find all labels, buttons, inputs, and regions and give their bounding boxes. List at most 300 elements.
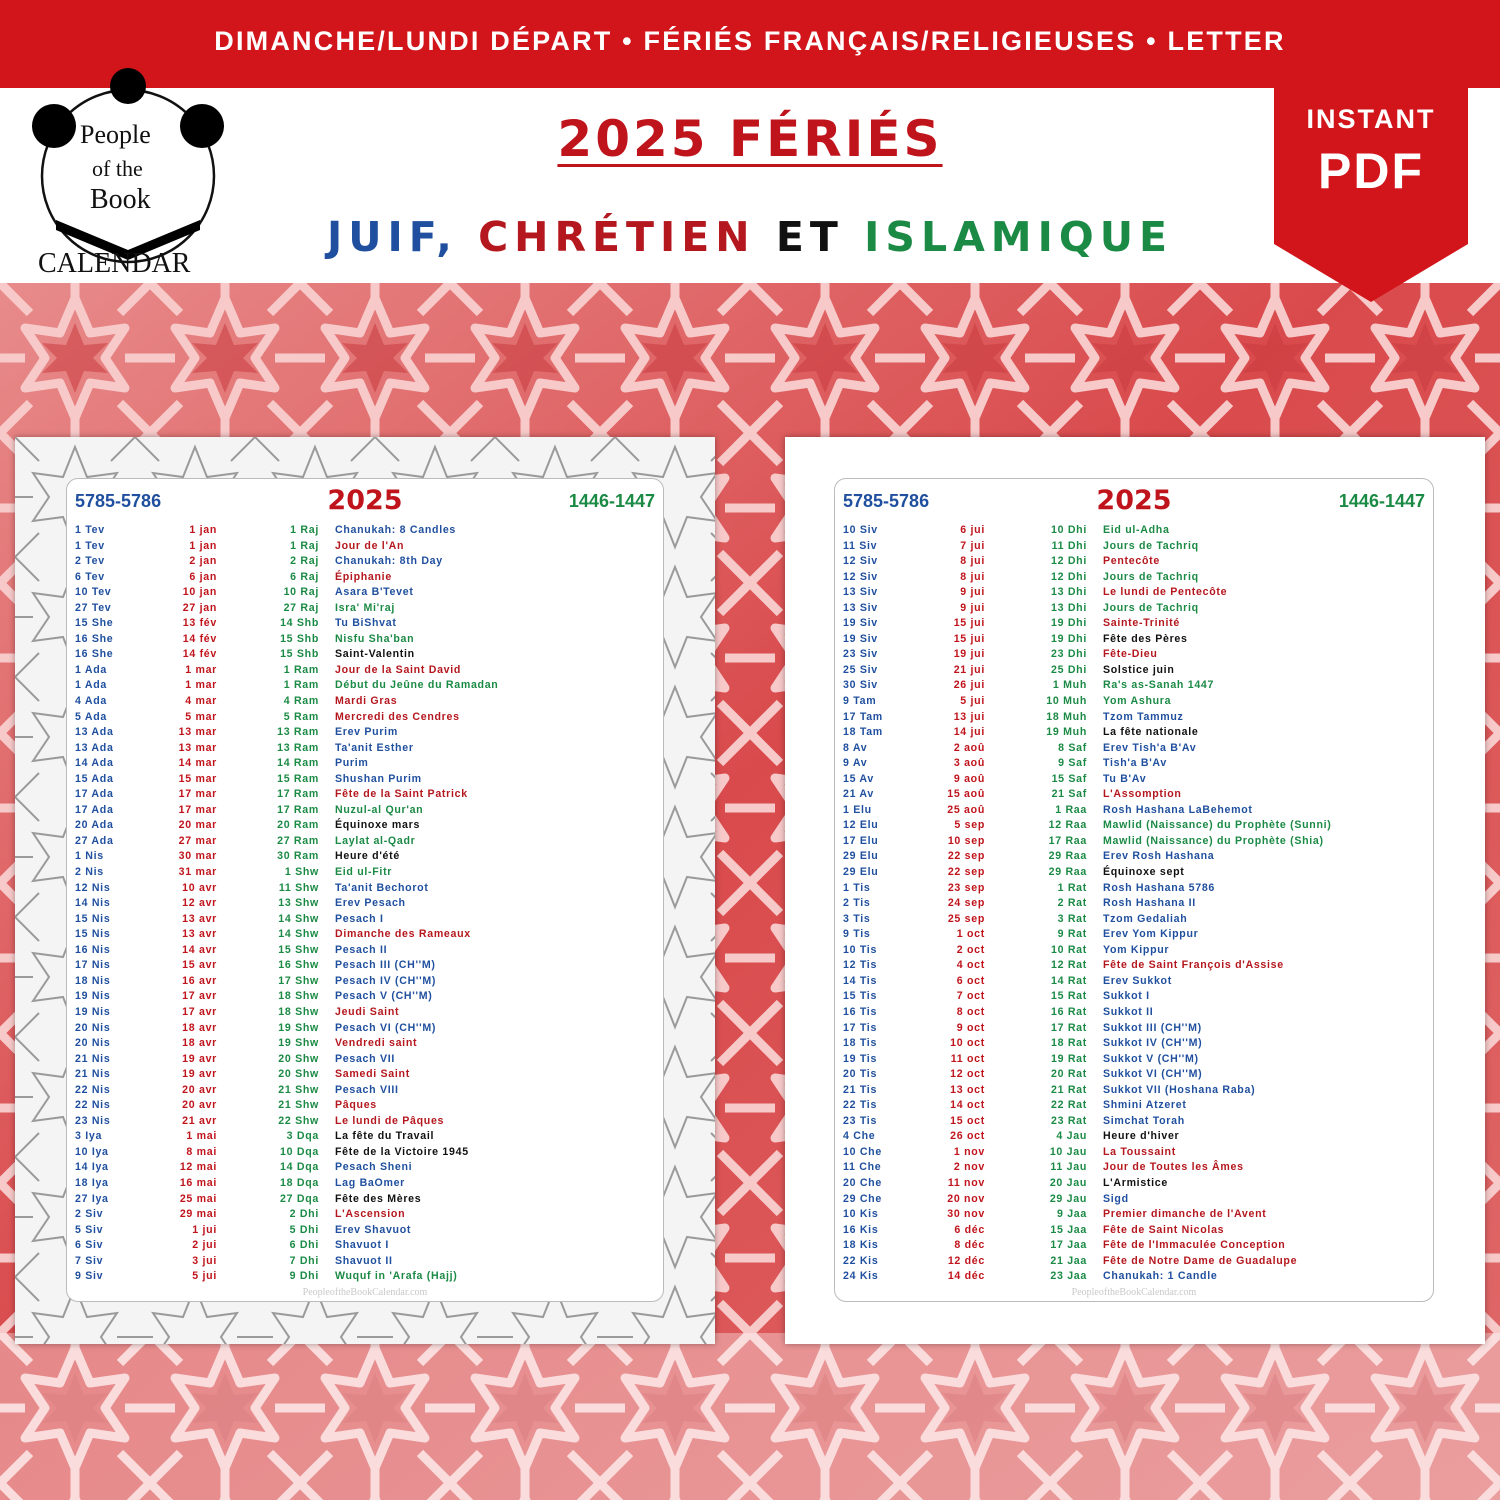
holiday-row <box>835 958 1433 974</box>
hebrew-date: 12 Tis <box>843 959 878 972</box>
islamic-date: 10 Dqa <box>280 1145 319 1158</box>
hebrew-years: 5785-5786 <box>843 491 930 511</box>
islamic-date: 6 Raj <box>290 570 319 583</box>
gregorian-date: 19 avr <box>182 1052 217 1065</box>
gregorian-date: 9 aoû <box>953 772 985 785</box>
hebrew-date: 20 Ada <box>75 819 114 832</box>
islamic-date: 10 Muh <box>1046 695 1087 708</box>
islamic-date: 22 Shw <box>278 1114 319 1127</box>
hebrew-date: 25 Siv <box>843 663 878 676</box>
hebrew-date: 12 Siv <box>843 555 878 568</box>
islamic-date: 29 Raa <box>1048 866 1087 879</box>
hebrew-date: 18 Kis <box>843 1239 879 1252</box>
holiday-row <box>835 616 1433 632</box>
subtitle-islamique: ISLAMIQUE <box>864 213 1174 261</box>
hebrew-date: 21 Tis <box>843 1083 878 1096</box>
card-header <box>835 485 1433 519</box>
holiday-name: Saint-Valentin <box>335 648 415 661</box>
holiday-row <box>835 1052 1433 1068</box>
holiday-row <box>835 1114 1433 1130</box>
holiday-row <box>67 1145 663 1161</box>
gregorian-date: 10 avr <box>182 881 217 894</box>
holiday-row <box>835 1005 1433 1021</box>
islamic-date: 27 Ram <box>277 834 319 847</box>
hebrew-date: 12 Nis <box>75 881 111 894</box>
islamic-date: 4 Ram <box>283 695 319 708</box>
holiday-row <box>67 523 663 539</box>
holiday-row <box>67 601 663 617</box>
gregorian-date: 10 oct <box>950 1037 985 1050</box>
gregorian-date: 1 oct <box>956 928 985 941</box>
islamic-date: 21 Shw <box>278 1099 319 1112</box>
islamic-date: 19 Dhi <box>1051 632 1087 645</box>
holiday-row <box>835 1067 1433 1083</box>
hebrew-date: 9 Siv <box>75 1270 104 1283</box>
holiday-name: Eid ul-Fitr <box>335 866 393 879</box>
hebrew-date: 14 Ada <box>75 757 114 770</box>
islamic-date: 8 Saf <box>1058 741 1087 754</box>
holiday-row <box>835 554 1433 570</box>
holiday-name: Shavuot II <box>335 1254 393 1267</box>
islamic-date: 30 Ram <box>277 850 319 863</box>
subtitle-juif: JUIF, <box>326 213 458 261</box>
holiday-row <box>835 927 1433 943</box>
islamic-date: 20 Shw <box>278 1052 319 1065</box>
hebrew-date: 10 Siv <box>843 524 878 536</box>
holiday-name: Mawlid (Naissance) du Prophète (Shia) <box>1103 834 1324 847</box>
holiday-row <box>67 1114 663 1130</box>
holiday-row <box>67 1083 663 1099</box>
holiday-name: Erev Purim <box>335 726 398 739</box>
holiday-name: Jeudi Saint <box>335 1005 400 1018</box>
holiday-name: Solstice juin <box>1103 663 1175 676</box>
hebrew-years: 5785-5786 <box>75 491 162 511</box>
gregorian-date: 7 jui <box>960 539 985 552</box>
hebrew-date: 22 Nis <box>75 1099 111 1112</box>
gregorian-date: 14 oct <box>950 1099 985 1112</box>
holiday-name: Pâques <box>335 1099 377 1112</box>
holiday-name: Pesach VIII <box>335 1083 399 1096</box>
islamic-date: 1 Raj <box>290 524 319 536</box>
hebrew-date: 20 Nis <box>75 1021 111 1034</box>
islamic-date: 2 Rat <box>1057 897 1087 910</box>
gregorian-date: 26 oct <box>950 1130 985 1143</box>
islamic-date: 11 Shw <box>278 881 319 894</box>
gregorian-date: 13 mar <box>178 741 217 754</box>
hebrew-date: 14 Nis <box>75 897 111 910</box>
holiday-name: Nisfu Sha'ban <box>335 632 415 645</box>
gregorian-date: 27 jan <box>182 601 217 614</box>
islamic-date: 20 Shw <box>278 1068 319 1081</box>
hebrew-date: 3 Tis <box>843 912 871 925</box>
holiday-name: Erev Sukkot <box>1103 974 1172 987</box>
hebrew-date: 18 Nis <box>75 974 111 987</box>
islamic-date: 19 Dhi <box>1051 617 1087 630</box>
islamic-date: 23 Jaa <box>1050 1270 1087 1283</box>
islamic-date: 9 Rat <box>1057 928 1087 941</box>
islamic-date: 9 Saf <box>1058 757 1087 770</box>
islamic-date: 13 Ram <box>277 741 319 754</box>
hebrew-date: 6 Tev <box>75 570 105 583</box>
hebrew-date: 2 Siv <box>75 1208 104 1221</box>
hebrew-date: 1 Nis <box>75 850 104 863</box>
hebrew-date: 27 Ada <box>75 834 114 847</box>
holiday-row <box>835 1207 1433 1223</box>
gregorian-date: 19 jui <box>953 648 985 661</box>
holiday-row <box>835 1021 1433 1037</box>
holiday-row <box>67 1254 663 1270</box>
holiday-name: Fête de l'Immaculée Conception <box>1103 1239 1286 1252</box>
gregorian-year: 2025 <box>1096 485 1172 516</box>
holiday-name: Asara B'Tevet <box>335 586 414 599</box>
holiday-name: Tzom Gedaliah <box>1103 912 1188 925</box>
islamic-date: 3 Dqa <box>286 1130 319 1143</box>
islamic-date: 15 Saf <box>1051 772 1087 785</box>
holiday-row <box>835 974 1433 990</box>
holiday-list <box>835 523 1433 1285</box>
instant-pdf-badge <box>1274 84 1468 302</box>
hebrew-date: 9 Tam <box>843 695 877 708</box>
gregorian-date: 12 mai <box>179 1161 217 1174</box>
islamic-date: 22 Rat <box>1051 1099 1087 1112</box>
gregorian-date: 14 fév <box>182 648 217 661</box>
gregorian-date: 8 jui <box>960 570 985 583</box>
holiday-name: La Toussaint <box>1103 1145 1176 1158</box>
islamic-date: 11 Jau <box>1050 1161 1087 1174</box>
hebrew-date: 27 Tev <box>75 601 112 614</box>
gregorian-date: 6 déc <box>954 1223 985 1236</box>
hebrew-date: 2 Tis <box>843 897 871 910</box>
hebrew-date: 1 Elu <box>843 803 872 816</box>
holiday-row <box>835 647 1433 663</box>
holiday-row <box>835 710 1433 726</box>
gregorian-date: 18 avr <box>182 1021 217 1034</box>
islamic-date: 20 Ram <box>277 819 319 832</box>
islamic-date: 17 Ram <box>277 788 319 801</box>
hebrew-date: 15 Av <box>843 772 874 785</box>
holiday-row <box>67 1238 663 1254</box>
gregorian-date: 13 avr <box>182 912 217 925</box>
hebrew-date: 23 Nis <box>75 1114 111 1127</box>
gregorian-date: 1 jan <box>189 524 217 536</box>
logo-line2: of the <box>92 156 143 181</box>
islamic-date: 21 Jaa <box>1050 1254 1087 1267</box>
hebrew-date: 18 Tam <box>843 726 883 739</box>
gregorian-date: 9 jui <box>960 601 985 614</box>
gregorian-date: 24 sep <box>947 897 985 910</box>
holiday-row <box>67 1207 663 1223</box>
holiday-name: Eid ul-Adha <box>1103 524 1170 536</box>
hebrew-date: 22 Kis <box>843 1254 879 1267</box>
hebrew-date: 30 Siv <box>843 679 878 692</box>
islamic-date: 18 Rat <box>1051 1037 1087 1050</box>
hebrew-date: 19 Tis <box>843 1052 878 1065</box>
holiday-row <box>67 647 663 663</box>
hebrew-date: 12 Elu <box>843 819 879 832</box>
badge-main-text: PDF <box>1318 143 1424 199</box>
hebrew-date: 17 Tam <box>843 710 883 723</box>
islamic-date: 14 Shw <box>278 928 319 941</box>
islamic-date: 18 Shw <box>278 990 319 1003</box>
holiday-row <box>67 1192 663 1208</box>
islamic-date: 14 Ram <box>277 757 319 770</box>
islamic-date: 16 Rat <box>1051 1005 1087 1018</box>
holiday-row <box>67 1036 663 1052</box>
holiday-name: Erev Tish'a B'Av <box>1103 741 1197 754</box>
islamic-date: 1 Ram <box>283 679 319 692</box>
hebrew-date: 19 Nis <box>75 1005 111 1018</box>
gregorian-date: 17 avr <box>182 990 217 1003</box>
hebrew-date: 17 Elu <box>843 834 879 847</box>
islamic-date: 13 Dhi <box>1051 586 1087 599</box>
holiday-row <box>67 678 663 694</box>
hebrew-date: 5 Siv <box>75 1223 104 1236</box>
hebrew-date: 15 She <box>75 617 114 630</box>
islamic-date: 17 Shw <box>278 974 319 987</box>
holiday-name: Simchat Torah <box>1103 1114 1185 1127</box>
hebrew-date: 17 Ada <box>75 788 114 801</box>
islamic-date: 10 Jau <box>1049 1145 1087 1158</box>
holiday-name: Sukkot IV (CH''M) <box>1103 1037 1203 1050</box>
gregorian-date: 13 oct <box>950 1083 985 1096</box>
islamic-date: 19 Shw <box>278 1021 319 1034</box>
gregorian-date: 20 avr <box>182 1099 217 1112</box>
holiday-name: Erev Pesach <box>335 897 406 910</box>
holiday-name: Premier dimanche de l'Avent <box>1103 1208 1267 1221</box>
holiday-row <box>835 1223 1433 1239</box>
gregorian-year: 2025 <box>327 485 403 516</box>
holiday-name: Sukkot VII (Hoshana Raba) <box>1103 1083 1256 1096</box>
holiday-row <box>67 1160 663 1176</box>
gregorian-date: 12 oct <box>950 1068 985 1081</box>
holiday-row <box>67 818 663 834</box>
hebrew-date: 16 Nis <box>75 943 111 956</box>
hebrew-date: 29 Elu <box>843 866 879 879</box>
hebrew-date: 15 Ada <box>75 772 114 785</box>
hebrew-date: 20 Tis <box>843 1068 878 1081</box>
holiday-name: Tu B'Av <box>1103 772 1147 785</box>
holiday-name: Jour de Toutes les Âmes <box>1103 1161 1244 1174</box>
islamic-date: 6 Dhi <box>289 1239 319 1252</box>
hebrew-date: 13 Ada <box>75 726 114 739</box>
hebrew-date: 5 Ada <box>75 710 107 723</box>
holiday-row <box>67 927 663 943</box>
hebrew-date: 10 Tev <box>75 586 112 599</box>
holiday-name: Pesach III (CH''M) <box>335 959 436 972</box>
hebrew-date: 12 Siv <box>843 570 878 583</box>
holiday-name: Pesach VII <box>335 1052 395 1065</box>
islamic-date: 12 Dhi <box>1051 570 1087 583</box>
holiday-name: Jours de Tachriq <box>1103 539 1199 552</box>
holiday-name: Rosh Hashana LaBehemot <box>1103 803 1253 816</box>
islamic-date: 23 Rat <box>1051 1114 1087 1127</box>
holiday-name: Fête de la Saint Patrick <box>335 788 468 801</box>
gregorian-date: 1 nov <box>953 1145 985 1158</box>
gregorian-date: 13 mar <box>178 726 217 739</box>
islamic-date: 15 Shb <box>280 632 319 645</box>
gregorian-date: 3 jui <box>192 1254 217 1267</box>
holiday-row <box>835 1176 1433 1192</box>
holiday-row <box>835 849 1433 865</box>
holiday-row <box>67 539 663 555</box>
holiday-row <box>67 943 663 959</box>
holiday-name: Fête des Mères <box>335 1192 422 1205</box>
holiday-name: Heure d'hiver <box>1103 1130 1180 1143</box>
hebrew-date: 29 Elu <box>843 850 879 863</box>
islamic-date: 17 Raa <box>1048 834 1087 847</box>
gregorian-date: 4 oct <box>956 959 985 972</box>
islamic-date: 10 Rat <box>1051 943 1087 956</box>
holiday-name: Jours de Tachriq <box>1103 570 1199 583</box>
gregorian-date: 11 oct <box>950 1052 985 1065</box>
gregorian-date: 30 nov <box>947 1208 985 1221</box>
hebrew-date: 16 Tis <box>843 1005 878 1018</box>
holiday-name: Ta'anit Bechorot <box>335 881 429 894</box>
holiday-row <box>835 1192 1433 1208</box>
islamic-date: 9 Dhi <box>289 1270 319 1283</box>
hebrew-date: 1 Ada <box>75 663 107 676</box>
holiday-name: L'Assomption <box>1103 788 1182 801</box>
gregorian-date: 31 mar <box>178 866 217 879</box>
holiday-name: Laylat al-Qadr <box>335 834 416 847</box>
hebrew-date: 1 Tis <box>843 881 871 894</box>
holiday-row <box>835 1098 1433 1114</box>
islamic-date: 1 Rat <box>1057 881 1087 894</box>
hebrew-date: 14 Iya <box>75 1161 109 1174</box>
holiday-row <box>835 1238 1433 1254</box>
holiday-row <box>835 741 1433 757</box>
holiday-row <box>67 710 663 726</box>
holiday-name: Ra's as-Sanah 1447 <box>1103 679 1215 692</box>
holiday-row <box>67 1129 663 1145</box>
holiday-name: Tu BiShvat <box>335 617 397 630</box>
holiday-row <box>67 663 663 679</box>
gregorian-date: 9 jui <box>960 586 985 599</box>
hebrew-date: 23 Siv <box>843 648 878 661</box>
holiday-row <box>67 694 663 710</box>
holiday-name: Vendredi saint <box>335 1037 418 1050</box>
gregorian-date: 5 mar <box>185 710 217 723</box>
holiday-name: Mercredi des Cendres <box>335 710 460 723</box>
hebrew-date: 15 Tis <box>843 990 878 1003</box>
hebrew-date: 18 Iya <box>75 1176 109 1189</box>
holiday-name: Le lundi de Pentecôte <box>1103 586 1228 599</box>
holiday-row <box>835 663 1433 679</box>
holiday-name: Jour de l'An <box>335 539 405 552</box>
holiday-row <box>67 989 663 1005</box>
gregorian-date: 1 mar <box>185 679 217 692</box>
islamic-date: 27 Raj <box>283 601 319 614</box>
holiday-row <box>835 1254 1433 1270</box>
gregorian-date: 17 mar <box>178 788 217 801</box>
holiday-row <box>67 974 663 990</box>
gregorian-date: 8 mai <box>186 1145 217 1158</box>
hebrew-date: 4 Che <box>843 1130 876 1143</box>
gregorian-date: 25 mai <box>179 1192 217 1205</box>
gregorian-date: 6 jui <box>960 524 985 536</box>
gregorian-date: 19 avr <box>182 1068 217 1081</box>
hebrew-date: 20 Nis <box>75 1037 111 1050</box>
holiday-row <box>67 632 663 648</box>
holiday-name: Sukkot II <box>1103 1005 1154 1018</box>
gregorian-date: 2 jui <box>192 1239 217 1252</box>
gregorian-date: 5 jui <box>960 695 985 708</box>
gregorian-date: 14 mar <box>178 757 217 770</box>
gregorian-date: 1 jan <box>189 539 217 552</box>
holiday-row <box>835 694 1433 710</box>
gregorian-date: 13 fév <box>182 617 217 630</box>
islamic-date: 9 Jaa <box>1056 1208 1087 1221</box>
gregorian-date: 27 mar <box>178 834 217 847</box>
holiday-name: Mawlid (Naissance) du Prophète (Sunni) <box>1103 819 1332 832</box>
gregorian-date: 22 sep <box>947 866 985 879</box>
islamic-date: 2 Raj <box>290 555 319 568</box>
holiday-row <box>835 912 1433 928</box>
gregorian-date: 21 jui <box>953 663 985 676</box>
holiday-name: Pesach VI (CH''M) <box>335 1021 437 1034</box>
islamic-date: 15 Ram <box>277 772 319 785</box>
hebrew-date: 11 Siv <box>843 539 878 552</box>
holiday-row <box>835 1036 1433 1052</box>
holiday-row <box>835 943 1433 959</box>
holiday-row <box>835 787 1433 803</box>
islamic-date: 15 Shb <box>280 648 319 661</box>
gregorian-date: 6 oct <box>956 974 985 987</box>
holiday-row <box>835 585 1433 601</box>
holiday-name: Shavuot I <box>335 1239 389 1252</box>
holiday-name: Sukkot I <box>1103 990 1150 1003</box>
gregorian-date: 30 mar <box>178 850 217 863</box>
holiday-row <box>67 787 663 803</box>
hebrew-date: 14 Tis <box>843 974 878 987</box>
hebrew-date: 15 Nis <box>75 912 111 925</box>
holiday-row <box>835 632 1433 648</box>
holiday-name: Heure d'été <box>335 850 400 863</box>
gregorian-date: 1 mar <box>185 663 217 676</box>
hebrew-date: 9 Tis <box>843 928 871 941</box>
holiday-row <box>835 601 1433 617</box>
subtitle-chretien: CHRÉTIEN <box>478 213 756 261</box>
calendar-sheet-left <box>15 437 715 1344</box>
holiday-row <box>67 1021 663 1037</box>
holiday-row <box>67 803 663 819</box>
holiday-row <box>67 849 663 865</box>
holiday-row <box>835 570 1433 586</box>
holiday-row <box>67 1269 663 1285</box>
gregorian-date: 14 déc <box>947 1270 985 1283</box>
gregorian-date: 25 aoû <box>947 803 985 816</box>
holiday-name: Pesach Sheni <box>335 1161 413 1174</box>
islamic-date: 13 Dhi <box>1051 601 1087 614</box>
hebrew-date: 10 Kis <box>843 1208 879 1221</box>
hebrew-date: 24 Kis <box>843 1270 879 1283</box>
hebrew-date: 11 Che <box>843 1161 882 1174</box>
hebrew-date: 20 Che <box>843 1176 882 1189</box>
islamic-date: 15 Shw <box>278 943 319 956</box>
islamic-date: 1 Raa <box>1055 803 1087 816</box>
gregorian-date: 15 mar <box>178 772 217 785</box>
hebrew-date: 7 Siv <box>75 1254 104 1267</box>
holiday-name: Erev Yom Kippur <box>1103 928 1199 941</box>
islamic-date: 18 Muh <box>1046 710 1087 723</box>
islamic-date: 15 Rat <box>1051 990 1087 1003</box>
islamic-date: 14 Rat <box>1051 974 1087 987</box>
holiday-name: Shushan Purim <box>335 772 422 785</box>
footer-url: PeopleoftheBookCalendar.com <box>1071 1287 1197 1298</box>
gregorian-date: 16 avr <box>182 974 217 987</box>
islamic-date: 13 Shw <box>278 897 319 910</box>
holiday-row <box>835 725 1433 741</box>
